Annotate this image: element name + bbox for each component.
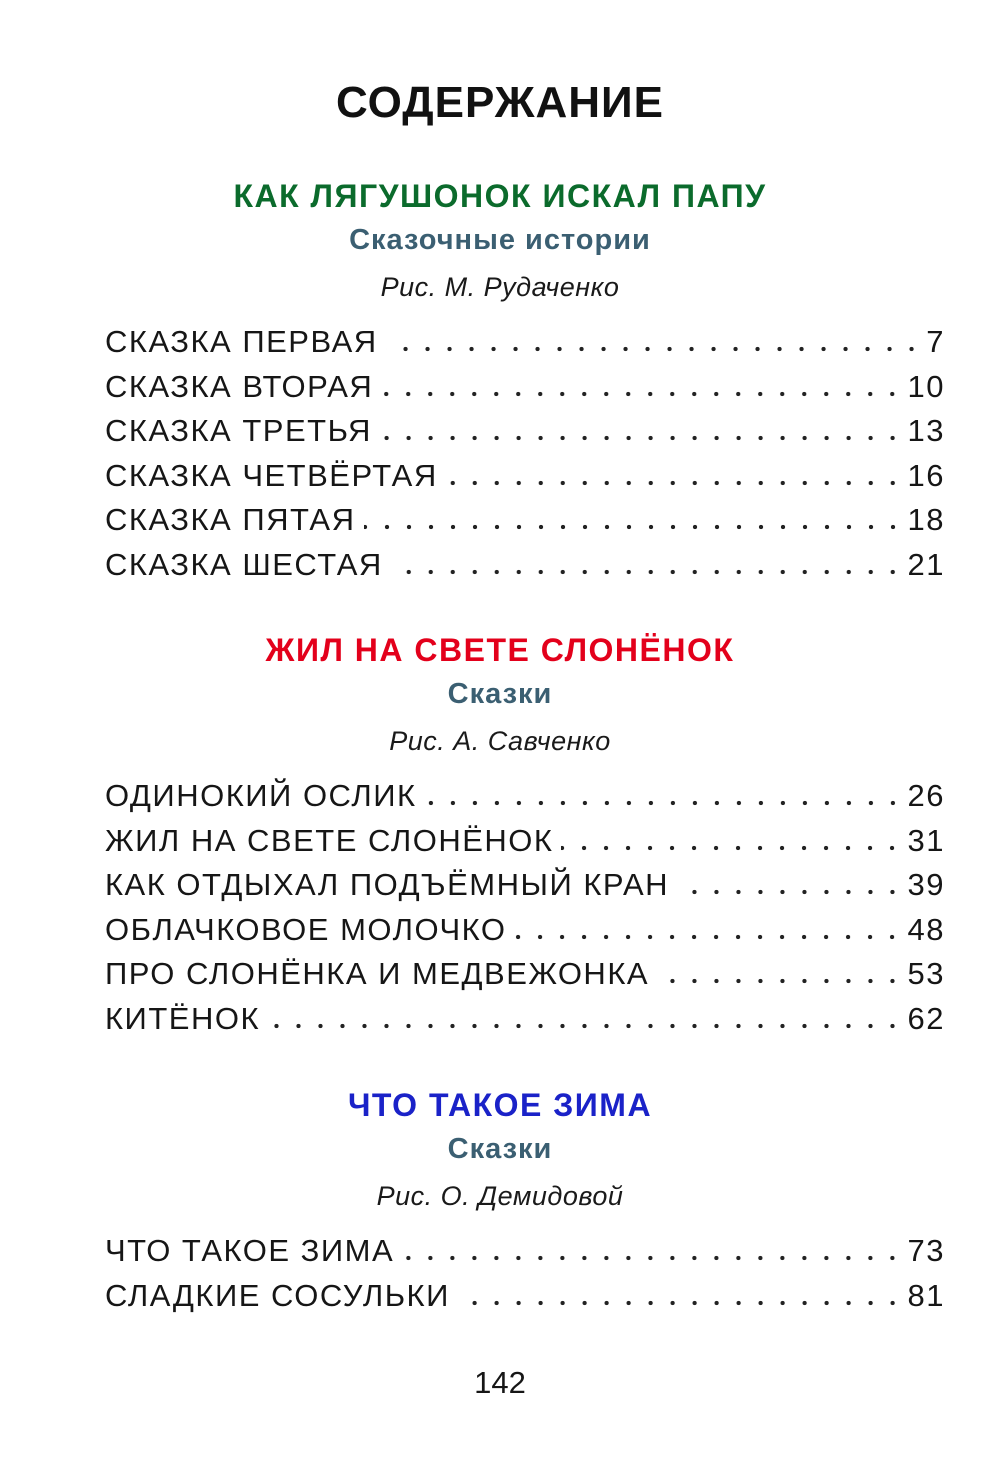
toc-entry-page: 62 (907, 1000, 945, 1036)
dot-leader (425, 800, 904, 806)
toc-entry-page: 16 (907, 457, 945, 493)
section-subtitle: Сказки (447, 678, 553, 710)
toc-entry-page: 18 (907, 502, 945, 537)
toc-entry-page: 53 (907, 956, 945, 991)
toc-entry-page: 13 (907, 413, 945, 448)
toc-entry-title: ПРО СЛОНЁНКА И МЕДВЕЖОНКА (105, 956, 650, 991)
section-illustrator: Рис. М. Рудаченко (380, 272, 620, 302)
toc-entry (105, 458, 945, 503)
page-number: 142 (474, 1365, 526, 1400)
toc-list (105, 324, 945, 591)
dot-leader (386, 346, 923, 352)
toc-entry (105, 823, 945, 868)
dot-leader (268, 1023, 903, 1029)
toc-entry-page: 81 (907, 1277, 945, 1313)
toc-entry-title: СКАЗКА ВТОРАЯ (105, 368, 374, 404)
toc-entry-title: ЖИЛ НА СВЕТЕ СЛОНЁНОК (105, 822, 554, 858)
toc-entry-title: ОБЛАЧКОВОЕ МОЛОЧКО (105, 911, 507, 947)
section-illustrator: Рис. А. Савченко (389, 726, 611, 756)
section-header-3 (0, 1083, 1000, 1221)
toc-entry (105, 324, 945, 369)
dot-leader (657, 978, 903, 984)
toc-entry-page: 48 (907, 911, 945, 947)
section-subtitle: Сказочные истории (349, 224, 651, 256)
toc-entry-page: 73 (907, 1233, 945, 1268)
toc-entry (105, 413, 945, 458)
toc-entry-title: СКАЗКА ПЕРВАЯ (105, 324, 378, 359)
toc-entry (105, 778, 945, 823)
toc-entry-page: 39 (907, 867, 945, 902)
section-title: ЖИЛ НА СВЕТЕ СЛОНЁНОК (265, 632, 735, 668)
dot-leader (364, 524, 904, 530)
dot-leader (381, 391, 903, 397)
dot-leader (391, 569, 904, 575)
dot-leader (514, 934, 903, 940)
page-title: СОДЕРЖАНИЕ (335, 78, 665, 127)
toc-entry-title: СКАЗКА ШЕСТАЯ (105, 546, 383, 582)
toc-entry (105, 912, 945, 957)
dot-leader (446, 480, 904, 486)
toc-entry (105, 956, 945, 1001)
section-header-2 (0, 628, 1000, 766)
dot-leader (677, 889, 903, 895)
toc-entry-page: 21 (907, 546, 945, 582)
dot-leader (402, 1255, 903, 1261)
toc-entry (105, 867, 945, 912)
toc-list (105, 778, 945, 1045)
toc-entry (105, 369, 945, 414)
dot-leader (380, 435, 904, 441)
toc-entry-title: СКАЗКА ТРЕТЬЯ (105, 413, 372, 448)
dot-leader (458, 1300, 904, 1306)
section-header-1 (0, 174, 1000, 312)
toc-entry (105, 1278, 945, 1323)
dot-leader (561, 845, 903, 851)
toc-entry-title: ЧТО ТАКОЕ ЗИМА (105, 1233, 395, 1268)
toc-list (105, 1233, 945, 1322)
toc-entry-page: 31 (907, 822, 945, 858)
toc-entry (105, 502, 945, 547)
section-title: КАК ЛЯГУШОНОК ИСКАЛ ПАПУ (233, 178, 767, 214)
toc-entry (105, 1001, 945, 1046)
toc-entry-page: 26 (907, 778, 945, 813)
toc-entry (105, 1233, 945, 1278)
toc-entry-page: 10 (907, 368, 945, 404)
toc-entry-title: СЛАДКИЕ СОСУЛЬКИ (105, 1277, 450, 1313)
toc-entry-title: КИТЁНОК (105, 1000, 261, 1036)
toc-entry-title: КАК ОТДЫХАЛ ПОДЪЁМНЫЙ КРАН (105, 867, 670, 902)
section-title: ЧТО ТАКОЕ ЗИМА (347, 1087, 653, 1123)
section-illustrator: Рис. О. Демидовой (376, 1181, 624, 1211)
toc-entry-title: ОДИНОКИЙ ОСЛИК (105, 778, 417, 813)
toc-entry-title: СКАЗКА ПЯТАЯ (105, 502, 356, 537)
section-subtitle: Сказки (447, 1133, 553, 1165)
toc-entry (105, 547, 945, 592)
toc-entry-page: 7 (926, 324, 945, 359)
toc-entry-title: СКАЗКА ЧЕТВЁРТАЯ (105, 457, 438, 493)
